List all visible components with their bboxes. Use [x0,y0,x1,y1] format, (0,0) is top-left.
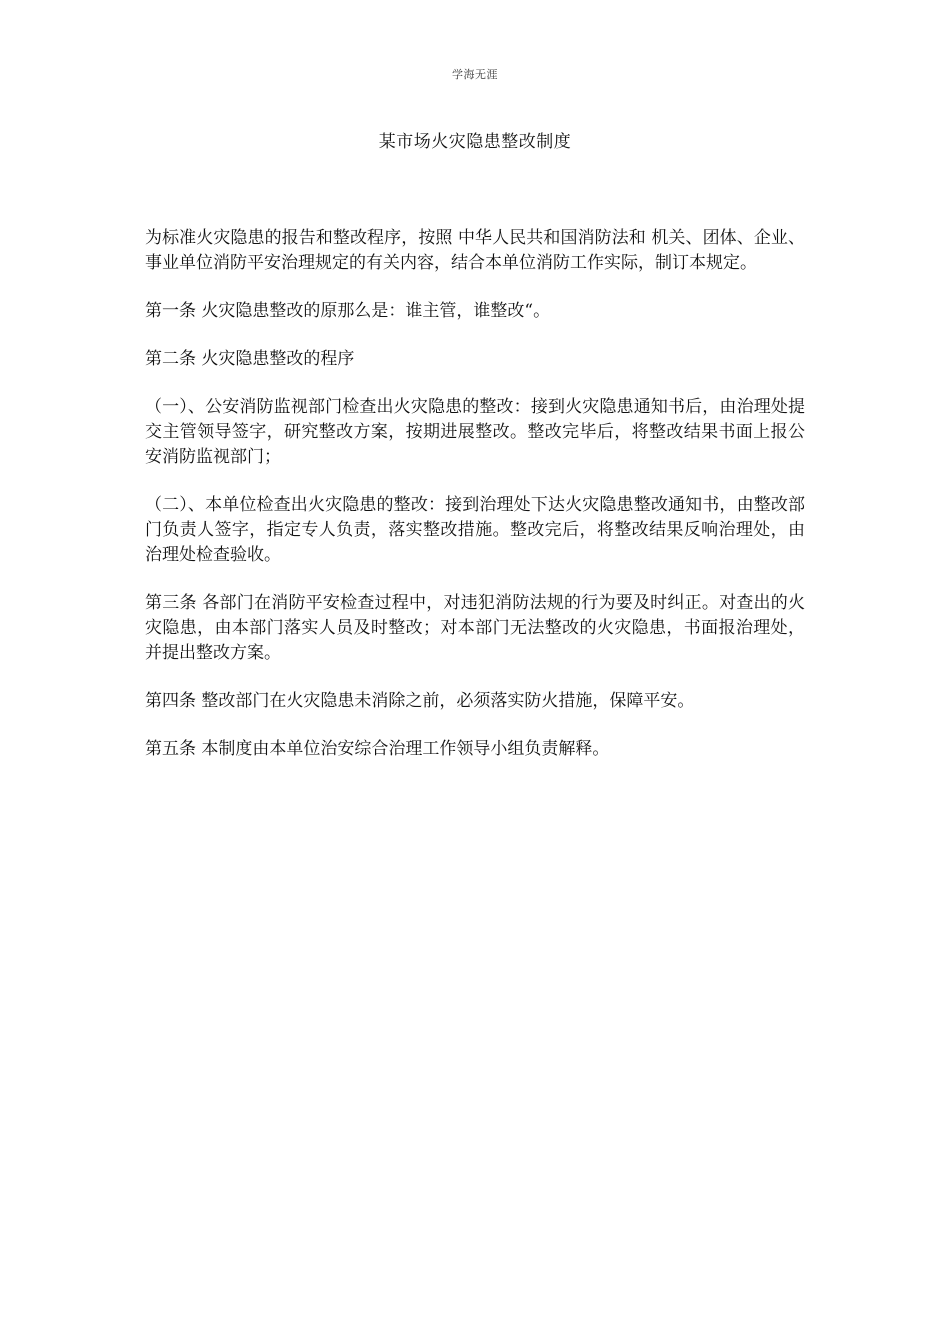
paragraph-intro: 为标准火灾隐患的报告和整改程序，按照 中华人民共和国消防法和 机关、团体、企业、事业单位消防平安治理规定的有关内容，结合本单位消防工作实际，制订本规定。 [145,228,805,273]
document-body [145,226,805,785]
paragraph-article-2-item-2: （二）、本单位检查出火灾隐患的整改：接到治理处下达火灾隐患整改通知书，由整改部门负责人签字，指定专人负责，落实整改措施。整改完后，将整改结果反响治理处，由治理处检查验收。 [145,495,805,565]
document-title: 某市场火灾隐患整改制度 [378,132,572,152]
paragraph-article-2: 第二条 火灾隐患整改的程序 [145,349,355,369]
paragraph-article-3: 第三条 各部门在消防平安检查过程中，对违犯消防法规的行为要及时纠正。对查出的火灾隐患，由本部门落实人员及时整改；对本部门无法整改的火灾隐患，书面报治理处，并提出整改方案。 [145,593,805,663]
paragraph-article-5: 第五条 本制度由本单位治安综合治理工作领导小组负责解释。 [145,739,610,759]
page-header: 学海无涯 [452,68,498,81]
paragraph-article-1: 第一条 火灾隐患整改的原那么是：谁主管，谁整改“。 [145,301,551,321]
paragraph-article-4: 第四条 整改部门在火灾隐患未消除之前，必须落实防火措施，保障平安。 [145,691,695,711]
paragraph-article-2-item-1: （一）、公安消防监视部门检查出火灾隐患的整改：接到火灾隐患通知书后，由治理处提交主管领导签字，研究整改方案，按期进展整改。整改完毕后，将整改结果书面上报公安消防监视部门； [145,397,805,467]
